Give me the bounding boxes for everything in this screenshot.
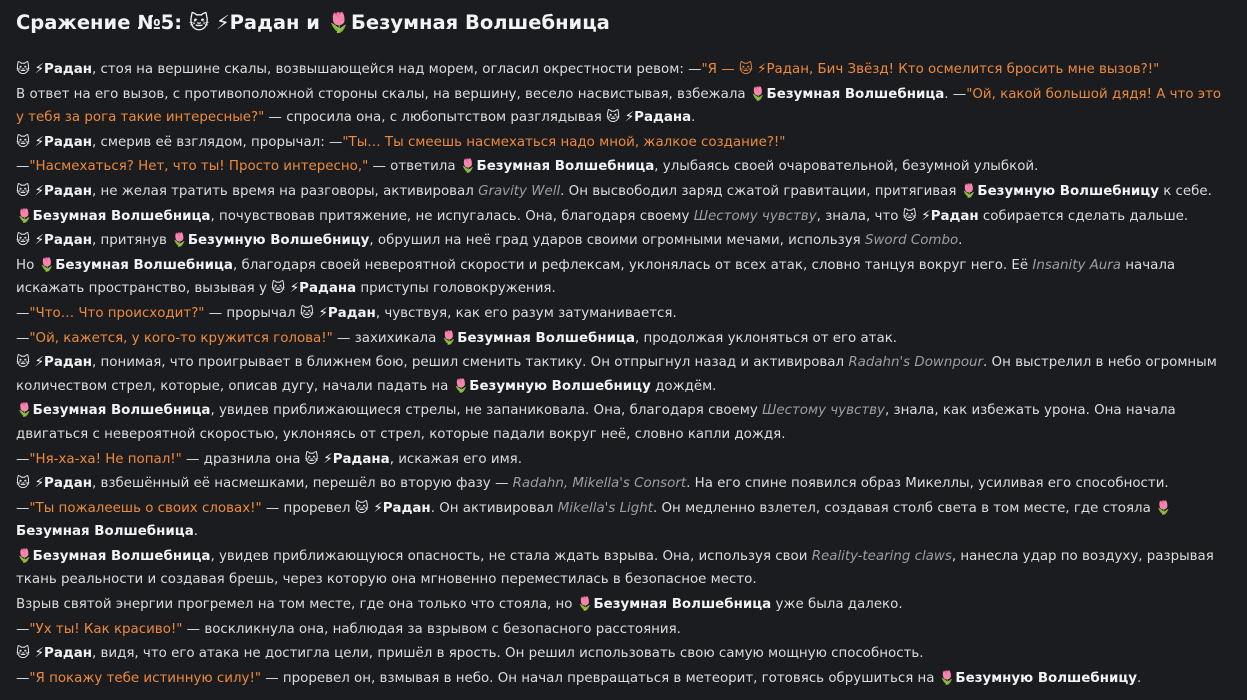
paragraph [16, 327, 1231, 351]
character-name: 🌷Безумная Волшебница [16, 500, 1172, 540]
character-name: 🌷Безумная Волшебница [459, 159, 655, 175]
paragraph [16, 667, 1231, 691]
narration-text: уже была далеко. [771, 597, 903, 613]
narration-text: , притянув [91, 233, 172, 249]
narration-text: — ответила [368, 159, 460, 175]
character-name: 🌷Безумную Волшебницу [938, 670, 1137, 686]
dialogue-quote: "Я — 🐱 ⚡Радан, Бич Звёзд! Кто осмелится бросить мне вызов?!" [701, 62, 1160, 77]
narration-text: к себе. [1158, 183, 1212, 199]
character-name: 🌷Безумная Волшебница [440, 330, 636, 346]
narration-text: . [691, 110, 696, 126]
paragraph [16, 131, 1231, 155]
dialogue-quote: "Ня-ха-ха! Не попал!" [29, 451, 182, 467]
character-name: 🐱 ⚡Радан [902, 208, 979, 224]
character-name: 🐱 ⚡Радана [304, 451, 390, 467]
paragraph [16, 472, 1231, 496]
character-name: 🐱 ⚡Радан [16, 476, 92, 492]
skill-name: Gravity Well [478, 183, 561, 199]
narration-text: , не желая тратить время на разговоры, активировал [91, 183, 479, 199]
narration-text: , взбешённый её насмешками, перешёл во вторую фазу — [91, 476, 513, 492]
narration-text: , увидев приближающиеся стрелы, не запаниковала. Она, благодаря своему [210, 403, 763, 419]
character-name: 🐱 ⚡Радан [16, 134, 92, 150]
narration-text: , видя, что его атака не достигла цели, пришёл в ярость. Он решил использовать свою самую мощную способность. [91, 646, 924, 662]
paragraph [16, 229, 1231, 253]
narration-text: — воскликнула она, наблюдая за взрывом с безопасного расстояния. [182, 621, 681, 637]
narration-text: , увидев приближающуюся опасность, не стала ждать взрыва. Она, используя свои [210, 548, 812, 564]
paragraph [16, 205, 1231, 229]
paragraph [16, 180, 1231, 204]
page-title: Сражение №5: 🐱 ⚡Радан и 🌷Безумная Волшебница [16, 11, 610, 34]
character-name: 🐱 ⚡Радан [354, 500, 431, 516]
narration-text: , продолжая уклоняться от его атак. [635, 330, 898, 346]
narration-text: . [958, 233, 963, 249]
dialogue-quote: "Ты… Ты смеешь насмехаться надо мной, жалкое создание?!" [342, 134, 786, 150]
paragraph [16, 618, 1231, 642]
character-name: 🌷Безумная Волшебница [16, 208, 211, 224]
character-name: 🐱 ⚡Радан [16, 183, 92, 199]
narration-text: — [16, 305, 30, 321]
narration-text: — спросила она, с любопытством разглядывая [264, 110, 607, 126]
narration-text: — захихикала [332, 330, 441, 346]
narration-text: , почувствовав притяжение, не испугалась. Она, благодаря своему [210, 208, 694, 224]
paragraph [16, 448, 1231, 472]
narration-text: Но [16, 257, 39, 273]
paragraph [16, 58, 1231, 82]
narration-text: , стоя на вершине скалы, возвышающейся над морем, огласил окрестности ревом: — [91, 62, 702, 77]
character-name: 🐱 ⚡Радан [16, 646, 92, 662]
narration-text: . [193, 524, 199, 540]
character-name: 🌷Безумную Волшебницу [452, 378, 651, 394]
narration-text: — [16, 451, 30, 467]
skill-name: Radahn's Downpour [848, 355, 984, 371]
paragraph [16, 83, 1231, 130]
paragraph [16, 155, 1231, 179]
dialogue-quote: "Ты пожалеешь о своих словах!" [29, 500, 262, 516]
paragraph [16, 254, 1231, 301]
dialogue-quote: "Я покажу тебе истинную силу!" [29, 670, 261, 686]
narration-text: , чувствуя, как его разум затуманивается. [375, 305, 677, 321]
narration-text: , обрушил на неё град ударов своими огромными мечами, используя [369, 233, 865, 249]
narration-text: , благодаря своей невероятной скорости и рефлексам, уклонялась от всех атак, словно танцуя вокруг него. Её [232, 257, 1033, 273]
paragraph [16, 545, 1231, 592]
paragraph [16, 642, 1231, 666]
skill-name: Шестому чувству [693, 208, 817, 224]
narration-text: . На его спине появился образ Микеллы, усиливая его способности. [686, 476, 1169, 492]
paragraph [16, 497, 1231, 544]
dialogue-quote: "Насмехаться? Нет, что ты! Просто интересно," [29, 159, 369, 175]
narration-text: — [16, 500, 30, 516]
paragraph [16, 351, 1231, 398]
narration-text: Взрыв святой энергии прогремел на том месте, где она только что стояла, но [16, 597, 577, 613]
character-name: 🌷Безумная Волшебница [16, 548, 211, 564]
dialogue-quote: "Ой, какой большой дядя! А что это у тебя за рога такие интересные?" [16, 86, 1222, 126]
narration-text: — проревел [261, 500, 355, 516]
narration-text: . Он высвободил заряд сжатой гравитации, притягивая [560, 183, 961, 199]
narration-text: . Он активировал [430, 500, 558, 516]
character-name: 🌷Безумная Волшебница [38, 257, 233, 273]
dialogue-quote: "Ух ты! Как красиво!" [29, 621, 183, 637]
character-name: 🌷Безумную Волшебницу [960, 183, 1159, 199]
skill-name: Reality-tearing claws [811, 548, 952, 564]
character-name: 🌷Безумная Волшебница [749, 86, 945, 102]
narration-text: — [16, 159, 30, 175]
paragraph [16, 593, 1231, 617]
character-name: 🐱 ⚡Радан [299, 305, 376, 321]
character-name: 🐱 ⚡Радан [16, 62, 92, 77]
narration-text: — прорычал [204, 305, 300, 321]
narration-text: , искажая его имя. [389, 451, 522, 467]
narration-text: — [16, 670, 30, 686]
paragraph-list [16, 58, 1231, 690]
paragraph [16, 399, 1231, 446]
character-name: 🐱 ⚡Радана [606, 110, 692, 126]
narration-text: . — [944, 86, 967, 102]
narration-text: начала искажать пространство, вызывая у [16, 257, 1176, 297]
character-name: 🌷Безумную Волшебницу [171, 233, 370, 249]
narration-text: — дразнила она [181, 451, 305, 467]
paragraph [16, 302, 1231, 326]
dialogue-quote: "Ой, кажется, у кого-то кружится голова!" [29, 330, 333, 346]
narration-text: — проревел он, взмывая в небо. Он начал превращаться в метеорит, готовясь обрушиться на [261, 670, 939, 686]
dialogue-quote: "Что… Что происходит?" [29, 305, 205, 321]
character-name: 🌷Безумная Волшебница [576, 597, 772, 613]
narration-text: В ответ на его вызов, с противоположной стороны скалы, на вершину, весело насвистывая, взбежала [16, 86, 750, 102]
narration-text: собирается сделать дальше. [978, 208, 1189, 224]
skill-name: Insanity Aura [1032, 257, 1122, 273]
skill-name: Radahn, Mikella's Consort [512, 476, 687, 492]
character-name: 🐱 ⚡Радан [16, 233, 92, 249]
narration-text: , смерив её взглядом, прорычал: — [91, 134, 343, 150]
narration-text: . Он медленно взлетел, создавая столб света в том месте, где стояла [653, 500, 1156, 516]
skill-name: Sword Combo [864, 233, 959, 249]
character-name: 🌷Безумная Волшебница [16, 403, 211, 419]
narration-text: , знала, что [816, 208, 903, 224]
narration-text: . [1136, 670, 1142, 686]
character-name: 🐱 ⚡Радана [271, 281, 357, 297]
narration-text: , нанесла удар по воздуху, разрывая ткань реальности и создавая брешь, через которую она мгновенно переместилась в безопасное место. [16, 548, 1214, 588]
skill-name: Mikella's Light [557, 500, 653, 516]
narration-text: приступы головокружения. [356, 281, 556, 297]
narration-text: . Он выстрелил в небо огромным количеством стрел, которые, описав дугу, начали падать на [16, 355, 1217, 394]
narration-text: — [16, 621, 30, 637]
skill-name: Шестому чувству [762, 403, 885, 419]
narration-text: , улыбаясь своей очаровательной, безумной улыбкой. [654, 159, 1039, 175]
narration-text: , знала, как избежать урона. Она начала двигаться с невероятной скоростью, уклоняясь от стрел, которые падали вокруг неё, словно капли дождя. [16, 403, 1176, 442]
narration-text: , понимая, что проигрывает в ближнем бою, решил сменить тактику. Он отпрыгнул назад и активировал [91, 355, 849, 371]
character-name: 🐱 ⚡Радан [16, 355, 92, 371]
narration-text: дождём. [650, 378, 717, 394]
narration-text: — [16, 330, 30, 346]
